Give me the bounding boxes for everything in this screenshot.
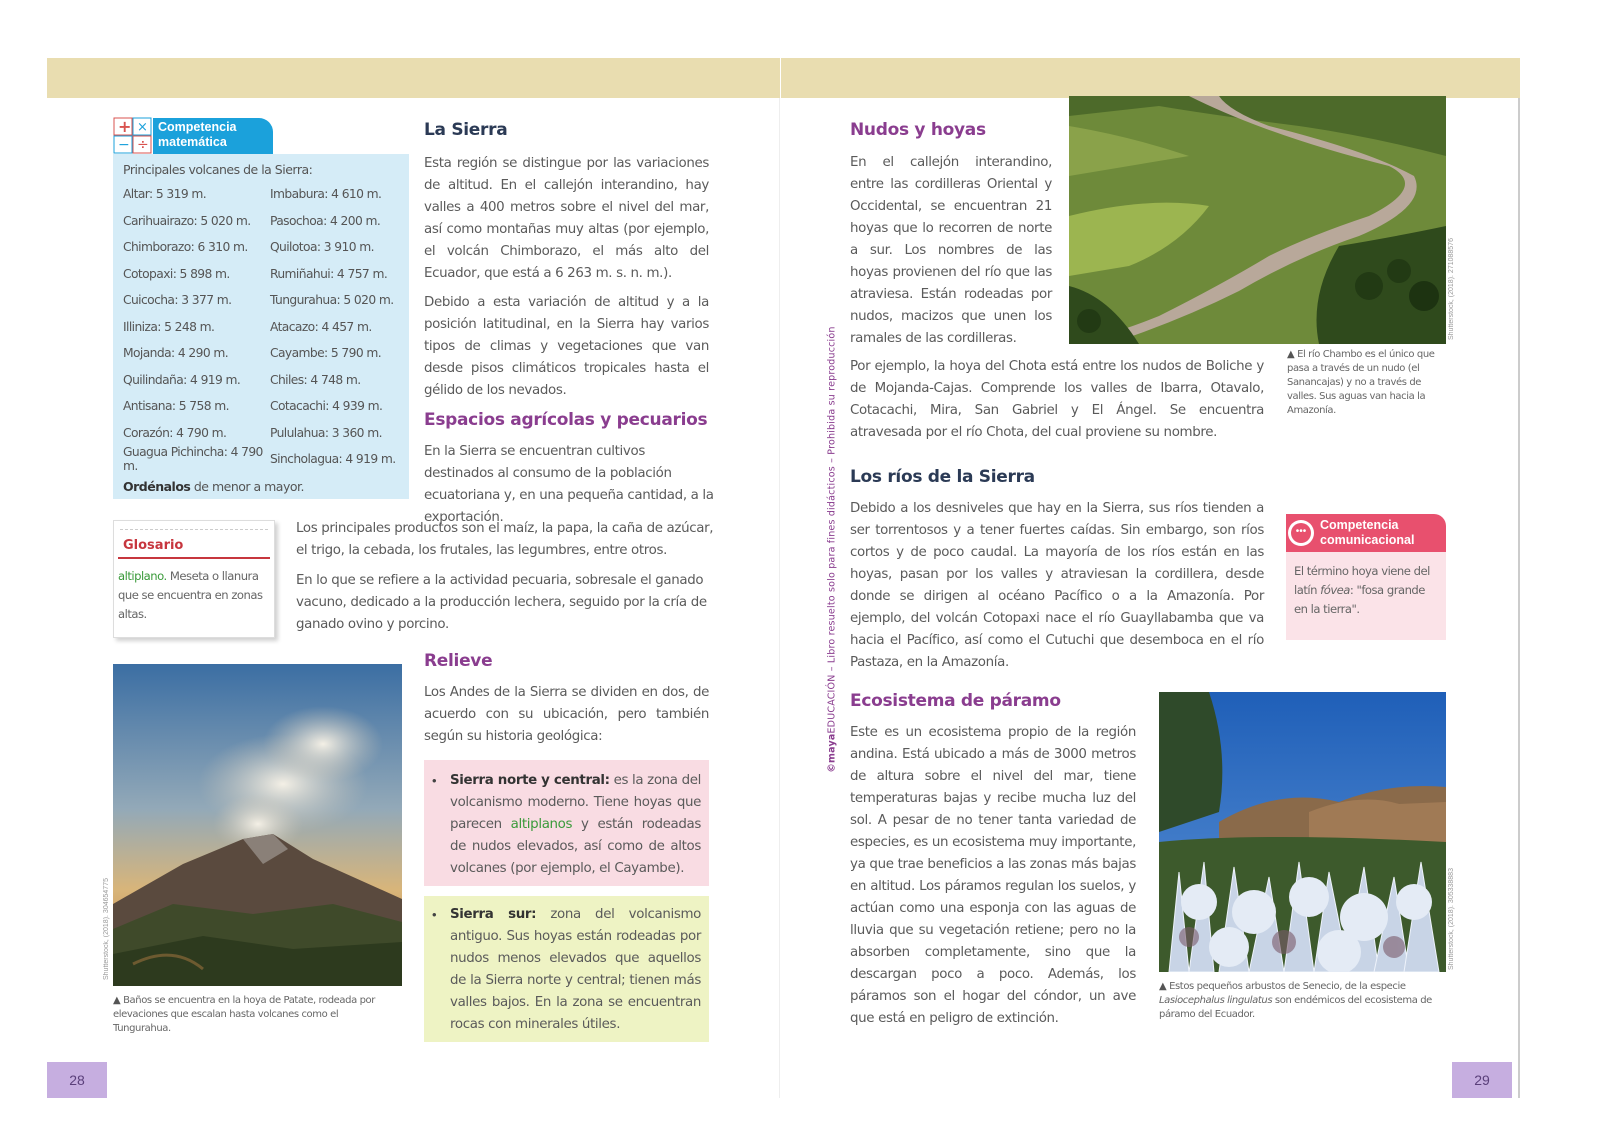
volcano-entry: Antisana: 5 758 m. <box>123 399 229 414</box>
sierra-sur-text <box>450 904 701 1036</box>
volcano-entry: Imbabura: 4 610 m. <box>269 187 382 202</box>
volcano-entry: Corazón: 4 790 m. <box>123 425 227 440</box>
paramo-caption-a: Estos pequeños arbustos de Senecio, de la especie <box>1169 981 1406 992</box>
glossary-title: Glosario <box>118 530 270 559</box>
sierra-norte-text <box>450 770 701 880</box>
comm-badge-line1: Competencia <box>1320 518 1399 532</box>
nudos-title: Nudos y hoyas <box>850 120 986 140</box>
sierra-sur-box <box>424 896 709 1042</box>
math-badge-line1: Competencia <box>158 120 237 134</box>
spine-copyright <box>826 290 838 810</box>
volcano-row <box>113 340 409 367</box>
tungurahua-photo <box>113 664 402 986</box>
volcano-entry: Altar: 5 319 m. <box>123 187 207 202</box>
volcano-rows <box>113 181 409 473</box>
volcano-entry: Quilotoa: 3 910 m. <box>269 240 374 255</box>
nudos-p1: En el callejón interandino, entre las cordilleras Oriental y Occidental, se encuentran 21 hoyas que lo recorren de norte a sur. Los nombres de las hoyas provienen del río que las atraviesa. Están rodeadas por nudos, macizos que unen los ramales de las cordilleras. <box>850 155 1052 346</box>
river-caption <box>1287 348 1447 418</box>
math-badge-line2: matemática <box>158 135 227 149</box>
volcano-row <box>113 181 409 208</box>
espacios-p3: En lo que se refiere a la actividad pecuaria, sobresale el ganado vacuno, dedicado a la producción lechera, seguido por la cría de ganado ovino y porcino. <box>296 573 707 632</box>
svg-text:+: + <box>118 117 132 136</box>
volcano-entry: Sincholagua: 4 919 m. <box>269 452 396 467</box>
paramo-photo-credit: Shutterstock, (2018). 305338883 <box>1448 868 1455 970</box>
paramo-photo <box>1159 692 1446 972</box>
volcano-row <box>113 261 409 288</box>
spine-brand: ©maya <box>826 733 838 773</box>
page-number-right: 29 <box>1452 1062 1512 1098</box>
comm-text-a: El término hoya viene del latín <box>1294 564 1430 597</box>
instruction-verb: Ordénalos <box>123 478 191 494</box>
glossary-box <box>113 520 275 638</box>
comm-competence-box <box>1286 514 1446 640</box>
volcano-row <box>113 287 409 314</box>
volcano-row <box>113 234 409 261</box>
volcano-instruction <box>113 473 409 494</box>
volcano-entry: Chimborazo: 6 310 m. <box>123 240 248 255</box>
volcano-row <box>113 208 409 235</box>
sierra-norte-box <box>424 760 709 886</box>
paramo-p1: Este es un ecosistema propio de la región andina. Está ubicado a más de 3000 metros de altura sobre el nivel del mar, tiene temperaturas bajas y recibe mucha luz del sol. A pesar de no tener tanta variedad de especies, es un ecosistema muy importante, ya que trae beneficios a las zonas más bajas en altitud. Los páramos regulan los suelos, y actúan como una esponja con las aguas de lluvia que su vegetación retiene; pero no la absorben completamente, sino que la descargan poco a poco. Además, los páramos son el hogar del cóndor, un ave que está en peligro de extinción. <box>850 725 1136 1026</box>
la-sierra-title: La Sierra <box>424 120 508 140</box>
espacios-title: Espacios agrícolas y pecuarios <box>424 410 708 430</box>
math-competence-badge <box>113 116 273 154</box>
tungurahua-photo-credit: Shutterstock, (2018). 304654775 <box>103 878 110 980</box>
caption-triangle-icon: ▲ <box>1287 349 1298 360</box>
comm-badge-line2: comunicacional <box>1320 533 1415 547</box>
relieve-p1: Los Andes de la Sierra se dividen en dos, de acuerdo con su ubicación, pero también según su historia geológica: <box>424 685 709 744</box>
comm-badge-label <box>1320 518 1414 548</box>
espacios-p1: En la Sierra se encuentran cultivos destinados al consumo de la población ecuatoriana y, en una pequeña cantidad, a la exportación. <box>424 444 714 525</box>
volcano-entry: Tungurahua: 5 020 m. <box>269 293 394 308</box>
sierra-sur-body: zona del volcanismo antiguo. Sus hoyas están rodeadas por nudos menos elevados que aquellos de la Sierra norte y central; tienen más valles bajos. En la zona se encuentran rocas con minerales útiles. <box>450 907 701 1032</box>
svg-text:−: − <box>118 137 130 153</box>
la-sierra-p2: Debido a esta variación de altitud y a la posición latitudinal, en la Sierra hay varios tipos de climas y vegetaciones que van desde pisos climáticos tropicales hasta el gélido de los nevados. <box>424 295 709 398</box>
sierra-norte-label: Sierra norte y central: <box>450 773 610 788</box>
header-band-right <box>781 58 1520 98</box>
header-band-left <box>47 58 780 98</box>
volcano-row <box>113 393 409 420</box>
glossary-dashes <box>120 521 268 530</box>
volcano-row <box>113 420 409 447</box>
paramo-caption <box>1159 980 1446 1022</box>
caption-triangle-icon: ▲ <box>113 995 124 1006</box>
sierra-sur-label: Sierra sur: <box>450 907 537 922</box>
glossary-entry <box>114 559 274 624</box>
river-caption-text: El río Chambo es el único que pasa a través de un nudo (el Sanancajas) y no a través de valles. Sus aguas van hacia la Amazonía. <box>1287 349 1435 416</box>
altiplanos-term: altiplanos <box>510 817 573 832</box>
nudos-p2: Por ejemplo, la hoya del Chota está entre los nudos de Boliche y de Mojanda-Cajas. Comprende los valles de Ibarra, Otavalo, Cotacachi, Mira, San Gabriel y El Ángel. Se encuentra atravesada por el río Chota, del cual proviene su nombre. <box>850 359 1264 440</box>
rios-p1: Debido a los desniveles que hay en la Sierra, sus ríos tienden a ser torrentosos y a tener fuertes caídas. Sin embargo, son ríos cortos y de poco caudal. La mayoría de los ríos están en las hoyas, pasan por los valles y atraviesan la cordillera, desde donde se dirigen al océano Pacífico o a la Amazonía. Por ejemplo, del volcán Cotopaxi nace el río Guayllabamba que va hacia el Pacífico, así como el Cutuchi que desemboca en el río Pastaza, en la Amazonía. <box>850 501 1264 670</box>
relieve-title: Relieve <box>424 651 493 671</box>
paramo-title: Ecosistema de páramo <box>850 691 1061 711</box>
spine-text: EDUCACIÓN – Libro resuelto solo para fines didácticos – Prohibida su reproducción <box>826 326 838 734</box>
espacios-p2: Los principales productos son el maíz, la papa, la caña de azúcar, el trigo, la cebada, los frutales, las legumbres, entre otros. <box>296 521 714 558</box>
svg-text:÷: ÷ <box>137 137 149 153</box>
volcano-entry: Illiniza: 5 248 m. <box>123 319 215 334</box>
volcano-entry: Guagua Pichincha: 4 790 m. <box>123 445 263 474</box>
volcano-row <box>113 314 409 341</box>
volcano-entry: Pasochoa: 4 200 m. <box>269 213 381 228</box>
instruction-rest: de menor a mayor. <box>190 478 304 494</box>
glossary-term: altiplano. <box>118 569 167 583</box>
rios-title: Los ríos de la Sierra <box>850 467 1035 487</box>
volcano-entry: Rumiñahui: 4 757 m. <box>269 266 388 281</box>
la-sierra-p1: Esta región se distingue por las variaciones de altitud. En el callejón interandino, hay valles a 400 metros sobre el nivel del mar, así como montañas muy altas (por ejemplo, el volcán Chimborazo, el más alto del Ecuador, que está a 6 263 m. s. n. m.). <box>424 156 709 281</box>
river-photo-credit: Shutterstock, (2018). 271088576 <box>1448 238 1455 340</box>
tungurahua-caption <box>113 994 398 1036</box>
page-number-left: 28 <box>47 1062 107 1098</box>
comm-text-italic: fóvea <box>1320 583 1350 597</box>
volcano-list-title: Principales volcanes de la Sierra: <box>123 162 313 177</box>
svg-text:×: × <box>137 120 148 135</box>
paramo-caption-italic: Lasiocephalus lingulatus <box>1159 995 1273 1006</box>
volcano-entry: Cuicocha: 3 377 m. <box>123 293 232 308</box>
volcano-entry: Carihuairazo: 5 020 m. <box>123 213 251 228</box>
caption-triangle-icon: ▲ <box>1159 981 1170 992</box>
math-badge-label <box>153 118 273 154</box>
bullet-icon: • <box>432 773 437 788</box>
volcano-entry: Mojanda: 4 290 m. <box>123 346 229 361</box>
sierra-norte-b: y están rodeadas de nudos elevados, así como de altos volcanes (por ejemplo, el Cayambe). <box>450 817 701 876</box>
comm-badge-body <box>1286 552 1446 640</box>
sierra-norte-a: es la zona del volcanismo moderno. Tiene hoyas que parecen <box>450 773 701 832</box>
glossary-definition: Meseta o llanura que se encuentra en zonas altas. <box>118 569 263 621</box>
comm-text-b: : "fosa grande en la tierra". <box>1294 583 1425 616</box>
math-ops-icon <box>113 116 153 154</box>
volcano-entry: Cotacachi: 4 939 m. <box>269 399 383 414</box>
volcano-entry: Chiles: 4 748 m. <box>269 372 361 387</box>
volcano-entry: Pululahua: 3 360 m. <box>269 425 382 440</box>
volcano-entry: Cotopaxi: 5 898 m. <box>123 266 230 281</box>
bullet-icon: • <box>432 907 437 922</box>
volcano-list-box <box>113 154 409 499</box>
paramo-caption-b: son endémicos del ecosistema de páramo del Ecuador. <box>1159 995 1432 1020</box>
volcano-row <box>113 367 409 394</box>
speech-bubble-icon: ••• <box>1288 520 1314 546</box>
volcano-entry: Cayambe: 5 790 m. <box>269 346 382 361</box>
volcano-row <box>113 446 409 473</box>
tungurahua-caption-text: Baños se encuentra en la hoya de Patate, rodeada por elevaciones que escalan hasta volcanes como el Tungurahua. <box>113 995 375 1034</box>
chambo-river-photo <box>1069 96 1446 344</box>
volcano-entry: Atacazo: 4 457 m. <box>269 319 372 334</box>
volcano-entry: Quilindaña: 4 919 m. <box>123 372 241 387</box>
comm-badge-header <box>1286 514 1446 552</box>
